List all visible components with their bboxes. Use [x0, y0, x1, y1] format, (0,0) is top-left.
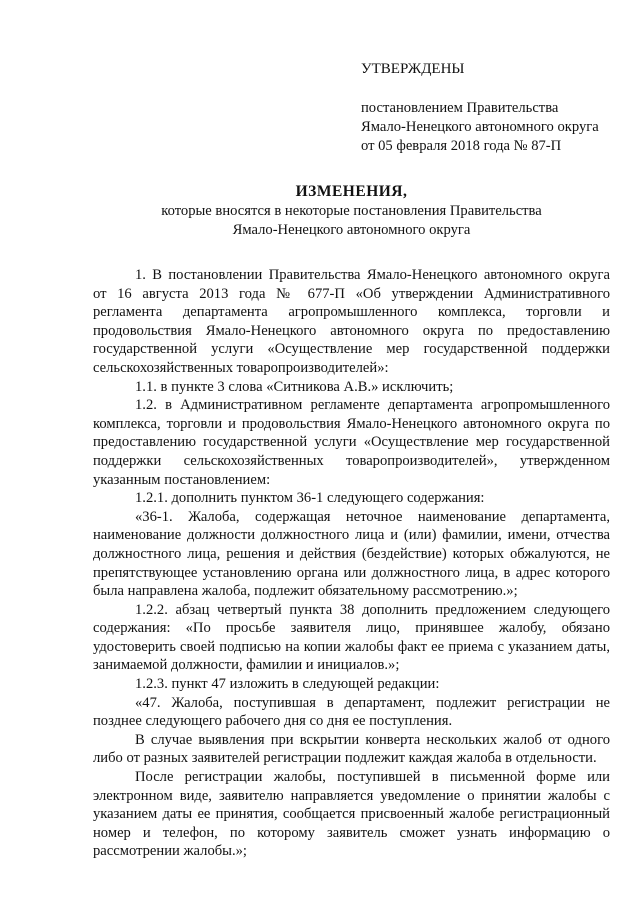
document-title: ИЗМЕНЕНИЯ, [295, 183, 408, 200]
paragraph: 1. В постановлении Правительства Ямало-Ненецкого автономного округа от 16 августа 2013 года № 677-П «Об утверждении Административного регламента департамента агропромышленного комплекса, торговли и продовольствия Ямало-Ненецкого автономного округа по предоставлению государственной услуги «Осуществление мер государственной поддержки сельскохозяйственных товаропроизводителей»: [93, 267, 610, 376]
approval-heading: УТВЕРЖДЕНЫ [361, 61, 465, 77]
paragraph: 1.1. в пункте 3 слова «Ситникова А.В.» исключить; [135, 378, 454, 395]
paragraph: 1.2.2. абзац четвертый пункта 38 дополнить предложением следующего содержания: «По просьбе заявителя лицо, принявшее жалобу, обязано удостоверить своей подписью на копии жалобы факт ее приема с указанием даты, занимаемой должности, фамилии и инициалов.»; [93, 601, 610, 674]
approval-line: постановлением Правительства [361, 100, 559, 116]
approval-line: Ямало-Ненецкого автономного округа [361, 119, 599, 135]
document-subtitle [93, 202, 610, 240]
approval-line: от 05 февраля 2018 года № 87-П [361, 138, 562, 154]
paragraph: В случае выявления при вскрытии конверта нескольких жалоб от одного либо от разных заявителей регистрации подлежит каждая жалоба в отдельности. [93, 731, 610, 767]
paragraph: 1.2.3. пункт 47 изложить в следующей редакции: [135, 676, 440, 693]
paragraph: 1.2. в Административном регламенте департамента агропромышленного комплекса, торговли и продовольствия Ямало-Ненецкого автономного округа по предоставлению государственной услуги «Осуществление мер государственной поддержки сельскохозяйственных товаропроизводителей», утвержденном указанным постановлением: [93, 397, 610, 488]
paragraph: После регистрации жалобы, поступившей в письменной форме или электронном виде, заявителю направляется уведомление о принятии жалобы с указанием даты ее принятия, сообщается присвоенный жалобе регистрационный номер и телефон, по которому заявитель сможет узнать информацию о рассмотрении жалобы.»; [93, 769, 610, 860]
paragraph: 1.2.1. дополнить пунктом 36-1 следующего содержания: [135, 490, 485, 507]
document-body [93, 266, 610, 861]
subtitle-line: которые вносятся в некоторые постановления Правительства [161, 203, 542, 219]
document-title-block [93, 182, 610, 240]
paragraph: «47. Жалоба, поступившая в департамент, подлежит регистрации не позднее следующего рабочего дня со дня ее поступления. [93, 694, 610, 730]
subtitle-line: Ямало-Ненецкого автономного округа [232, 222, 471, 238]
approval-details [361, 99, 599, 156]
paragraph: «36-1. Жалоба, содержащая неточное наименование департамента, наименование должности должностного лица и (или) фамилии, имени, отчества должностного лица, решения и действия (бездействие) которых обжалуются, не препятствующее установлению органа или должностного лица, в адрес которого была направлена жалоба, подлежит обязательному рассмотрению.»; [93, 508, 610, 600]
